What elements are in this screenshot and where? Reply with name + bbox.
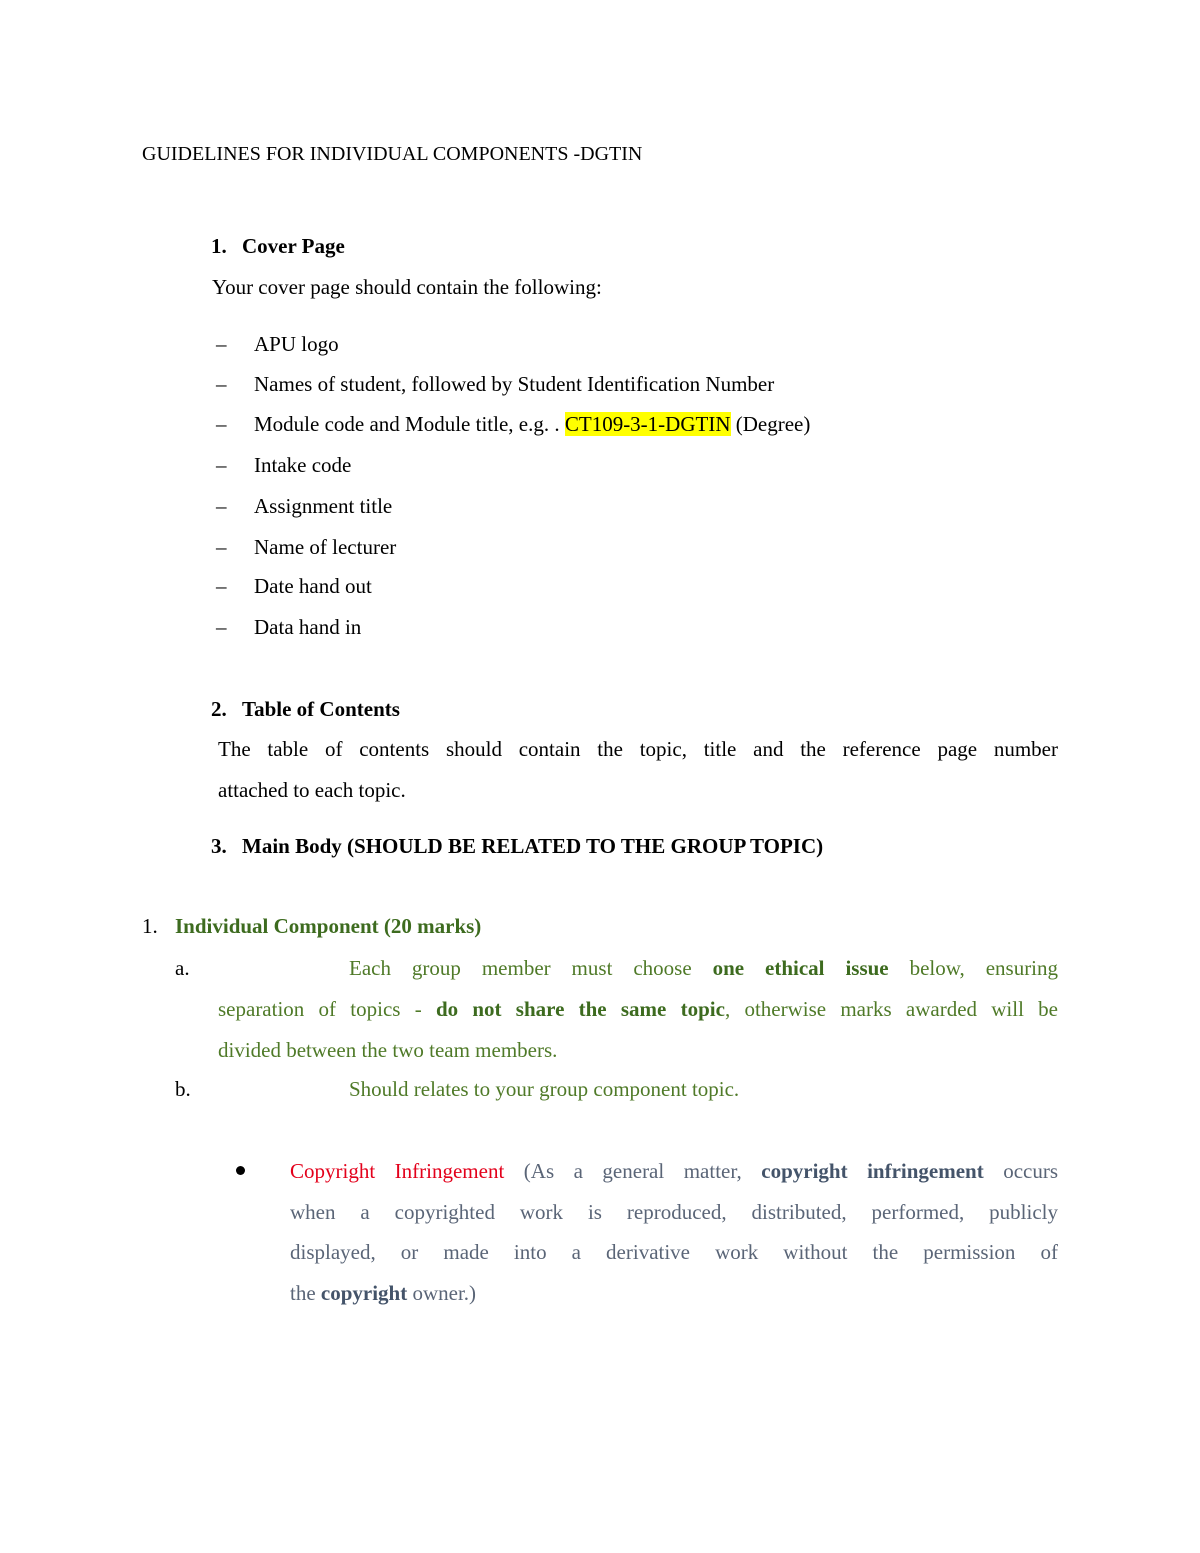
dash-bullet: – — [216, 453, 227, 477]
item-a-emphasis: one ethical issue — [712, 956, 889, 980]
item-b-text: Should relates to your group component topic. — [349, 1077, 740, 1101]
section-title: Table of Contents — [242, 697, 400, 721]
item-a-text: , otherwise marks awarded will be — [724, 997, 1059, 1021]
section-main-heading — [211, 834, 823, 859]
item-a-emphasis: do not share the same topic — [435, 997, 725, 1021]
list-item-text: Assignment title — [254, 494, 393, 518]
list-item-text: Date hand out — [254, 574, 372, 598]
item-a-line: divided between the two team members. — [218, 1038, 558, 1062]
list-item-text: Intake code — [254, 453, 352, 477]
list-item-text: Names of student, followed by Student Identification Number — [254, 372, 775, 396]
topic-line — [290, 1159, 1058, 1184]
dash-bullet: – — [216, 574, 227, 598]
dash-bullet: – — [216, 535, 227, 559]
module-code-suffix: (Degree) — [735, 412, 811, 436]
dash-bullet: – — [216, 412, 227, 436]
toc-paragraph-line: attached to each topic. — [218, 778, 406, 802]
section-toc-heading — [211, 697, 400, 722]
topic-text: the — [290, 1281, 316, 1305]
topic-text: (As a general matter, — [523, 1159, 742, 1183]
section-title: Cover Page — [242, 234, 345, 258]
bullet-dot — [236, 1166, 245, 1175]
individual-heading — [142, 914, 481, 939]
item-a-text: separation of topics - — [218, 997, 422, 1021]
topic-text: owner.) — [412, 1281, 477, 1305]
module-text: Module code and Module title, e.g. . — [254, 412, 560, 436]
section-number: 2. — [211, 697, 227, 721]
topic-text: occurs — [1003, 1159, 1059, 1183]
dash-bullet: – — [216, 494, 227, 518]
topic-name: Copyright Infringement — [290, 1159, 505, 1183]
list-item-text: Name of lecturer — [254, 535, 397, 559]
module-code-highlight: CT109-3-1-DGTIN — [564, 412, 731, 436]
item-a-letter: a. — [175, 956, 190, 980]
individual-number: 1. — [142, 914, 158, 938]
dash-bullet: – — [216, 615, 227, 639]
item-a-text: below, ensuring — [909, 956, 1059, 980]
topic-line: when a copyrighted work is reproduced, distributed, performed, publicly — [290, 1200, 1058, 1224]
document-title: GUIDELINES FOR INDIVIDUAL COMPONENTS -DGTIN — [142, 143, 643, 165]
item-a-line — [349, 956, 1058, 981]
toc-paragraph-line: The table of contents should contain the topic, title and the reference page number — [218, 737, 1058, 761]
topic-emphasis: copyright infringement — [761, 1159, 984, 1183]
list-item-text: APU logo — [254, 332, 339, 356]
cover-intro: Your cover page should contain the following: — [212, 275, 602, 299]
item-a-line — [218, 997, 1058, 1022]
topic-line — [290, 1281, 476, 1306]
topic-line: displayed, or made into a derivative work without the permission of — [290, 1240, 1058, 1264]
section-cover-heading — [211, 234, 345, 259]
list-item-text: Data hand in — [254, 615, 362, 639]
item-a-text: Each group member must choose — [349, 956, 692, 980]
section-title: Main Body (SHOULD BE RELATED TO THE GROUP TOPIC) — [242, 834, 824, 858]
section-number: 1. — [211, 234, 227, 258]
topic-emphasis: copyright — [320, 1281, 408, 1305]
dash-bullet: – — [216, 372, 227, 396]
item-b-letter: b. — [175, 1077, 191, 1101]
individual-title: Individual Component (20 marks) — [175, 914, 482, 938]
section-number: 3. — [211, 834, 227, 858]
list-item-text — [254, 412, 810, 437]
dash-bullet: – — [216, 332, 227, 356]
